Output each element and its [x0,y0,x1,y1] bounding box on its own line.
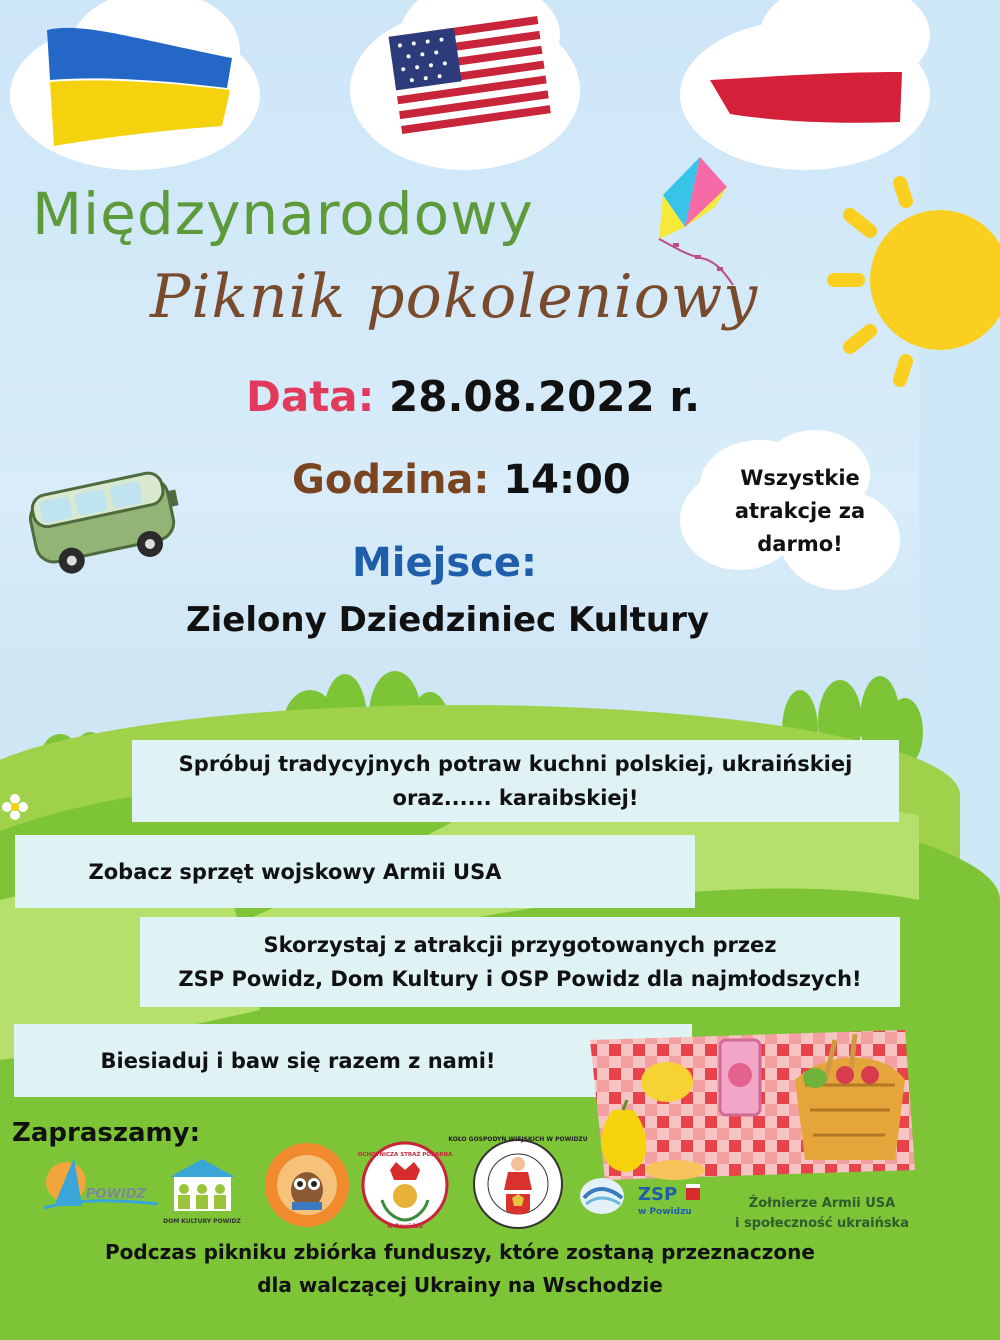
attraction-text: Spróbuj tradycyjnych potraw kuchni polskiej, ukraińskiej [178,752,853,776]
logo-text: DOM KULTURY POWIDZ [163,1218,241,1225]
zsp-logo [578,1172,708,1222]
place-label: Miejsce: [352,540,537,586]
powidz-logo [40,1148,160,1218]
footer-line: dla walczącej Ukrainy na Wschodzie [257,1273,663,1297]
invite-label: Zapraszamy: [12,1118,200,1148]
free-note-line: atrakcje za [734,499,866,523]
place-value: Zielony Dziedziniec Kultury [186,600,709,640]
fundraising-note [40,1236,880,1302]
logo-text: POWIDZ [86,1187,146,1202]
attraction-text: Skorzystaj z atrakcji przygotowanych przez [263,933,777,957]
partners-note [722,1194,922,1234]
date-value: 28.08.2022 r. [374,372,701,421]
logo-text: OCHOTNICZA STRAŻ POŻARNA [357,1152,453,1158]
logo-text: KOŁO GOSPODYŃ WIEJSKICH W POWIDZU [448,1136,588,1143]
event-subtitle: Piknik pokoleniowy [150,262,759,332]
attraction-text: ZSP Powidz, Dom Kultury i OSP Powidz dla najmłodszych! [178,967,862,991]
footer-line: Podczas pikniku zbiórka funduszy, które zostaną przeznaczone [105,1240,815,1264]
osp-fire-brigade-logo [357,1140,453,1230]
owl-school-logo [262,1140,352,1230]
partner-line: Żołnierze Armii USA [748,1196,896,1211]
hour-value: 14:00 [489,457,631,503]
attraction-text: Zobacz sprzęt wojskowy Armii USA [88,859,502,884]
kgw-logo [448,1132,588,1232]
attraction-food [132,740,899,822]
attraction-kids [140,917,900,1007]
hour-label: Godzina: [292,457,490,503]
free-note-line: Wszystkie [740,466,860,490]
attraction-text: Biesiaduj i baw się razem z nami! [100,1048,496,1073]
picnic-blanket-illustration [585,1020,915,1195]
logo-text: w Powidzu [638,1207,692,1217]
logo-text: ZSP [638,1184,678,1205]
attraction-text: oraz...... karaibskiej! [392,786,639,810]
dom-kultury-logo [160,1155,245,1230]
attraction-military [15,835,695,908]
flower-icon [2,794,28,820]
free-note-line: darmo! [757,532,843,556]
logo-text: w Powidzu [387,1223,423,1230]
event-title: Międzynarodowy [32,180,534,248]
date-label: Data: [246,372,375,421]
partner-line: i społeczność ukraińska [735,1216,909,1231]
